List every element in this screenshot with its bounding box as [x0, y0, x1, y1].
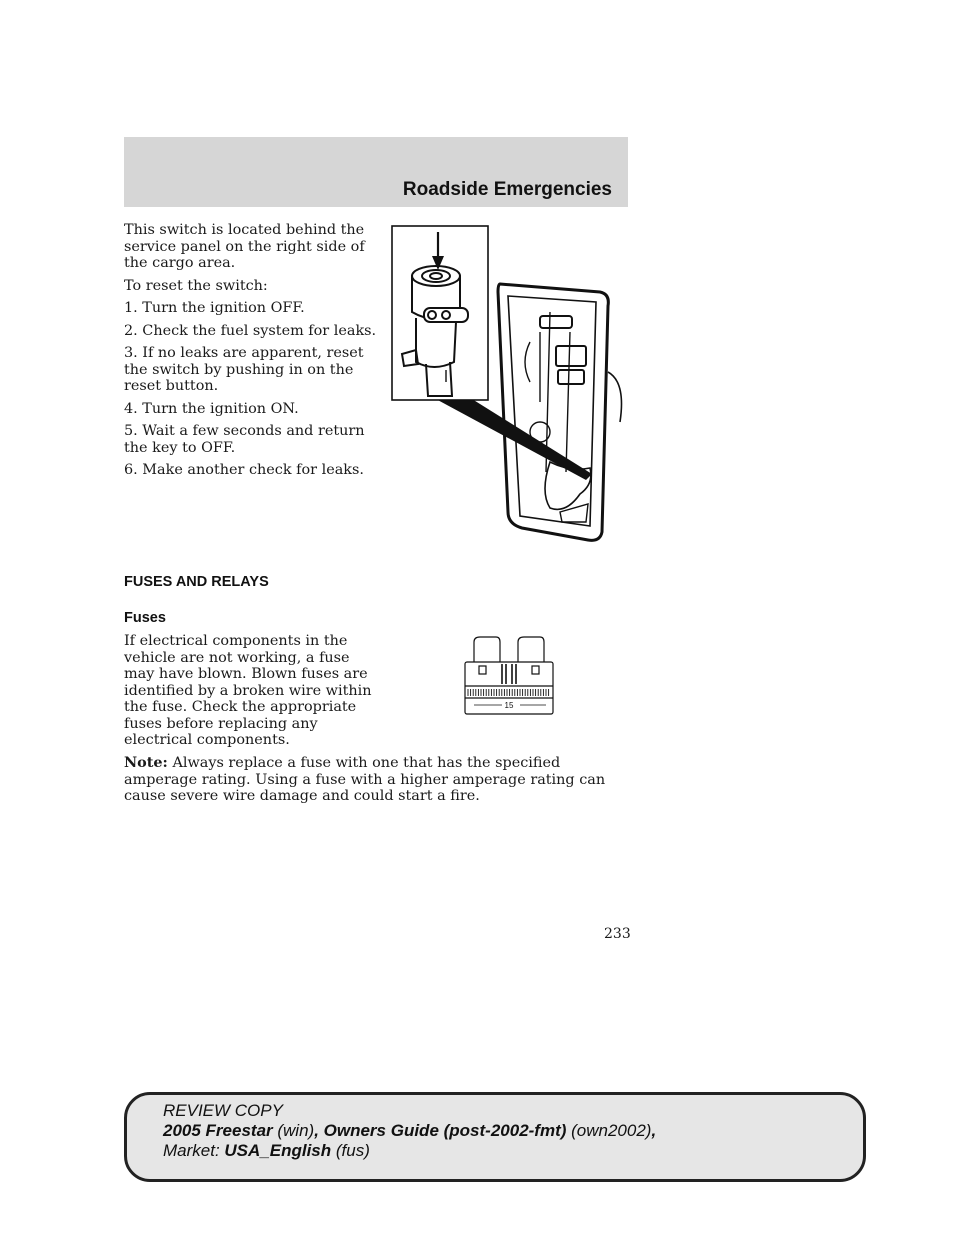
fuse-note: [124, 755, 628, 805]
note-label: Note:: [124, 754, 168, 771]
note-text: Always replace a fuse with one that has the specified amperage rating. Using a fuse with a higher amperage rating can cause severe wire damage and could start a fire.: [124, 755, 606, 804]
footer-model: 2005 Freestar: [163, 1121, 273, 1140]
review-copy-label: REVIEW COPY: [163, 1101, 283, 1120]
step-5: 5. Wait a few seconds and return the key to OFF.: [124, 423, 365, 456]
footer-guide: , Owners Guide (post-2002-fmt): [314, 1121, 567, 1140]
switch-intro: This switch is located behind the service panel on the right side of the cargo area.: [124, 222, 365, 271]
switch-instructions: [124, 222, 384, 485]
footer-market-code: (fus): [331, 1141, 370, 1160]
footer-market-line: [163, 1141, 656, 1161]
reset-lead: To reset the switch:: [124, 277, 268, 294]
step-2: 2. Check the fuel system for leaks.: [124, 322, 377, 339]
step-6: 6. Make another check for leaks.: [124, 462, 364, 478]
fuse-illustration: [462, 634, 556, 716]
footer-model-line: [163, 1121, 656, 1141]
fuses-subheading: Fuses: [124, 610, 166, 626]
fuses-relays-heading: FUSES AND RELAYS: [124, 574, 269, 590]
footer-market-label: Market:: [163, 1141, 225, 1160]
page-number: 233: [604, 926, 631, 942]
footer-market: USA_English: [224, 1141, 332, 1160]
footer-guide-code: (own2002): [566, 1121, 652, 1140]
step-3: 3. If no leaks are apparent, reset the switch by pushing in on the reset button.: [124, 345, 364, 394]
section-title: Roadside Emergencies: [402, 179, 612, 200]
fuses-paragraph: If electrical components in the vehicle are not working, a fuse may have blown. Blown fuses are identified by a broken wire within the fuse. Check the appropriate fuses before replacing any electrical components.: [124, 633, 372, 748]
footer-model-code: (win): [272, 1121, 315, 1140]
inertia-switch-illustration: [390, 222, 630, 544]
fuse-amp-label: 15: [504, 701, 514, 710]
section-header-band: [124, 137, 628, 207]
review-copy-footer: [124, 1092, 866, 1182]
footer-comma: ,: [651, 1121, 657, 1140]
step-4: 4. Turn the ignition ON.: [124, 400, 299, 417]
step-1: 1. Turn the ignition OFF.: [124, 300, 305, 316]
